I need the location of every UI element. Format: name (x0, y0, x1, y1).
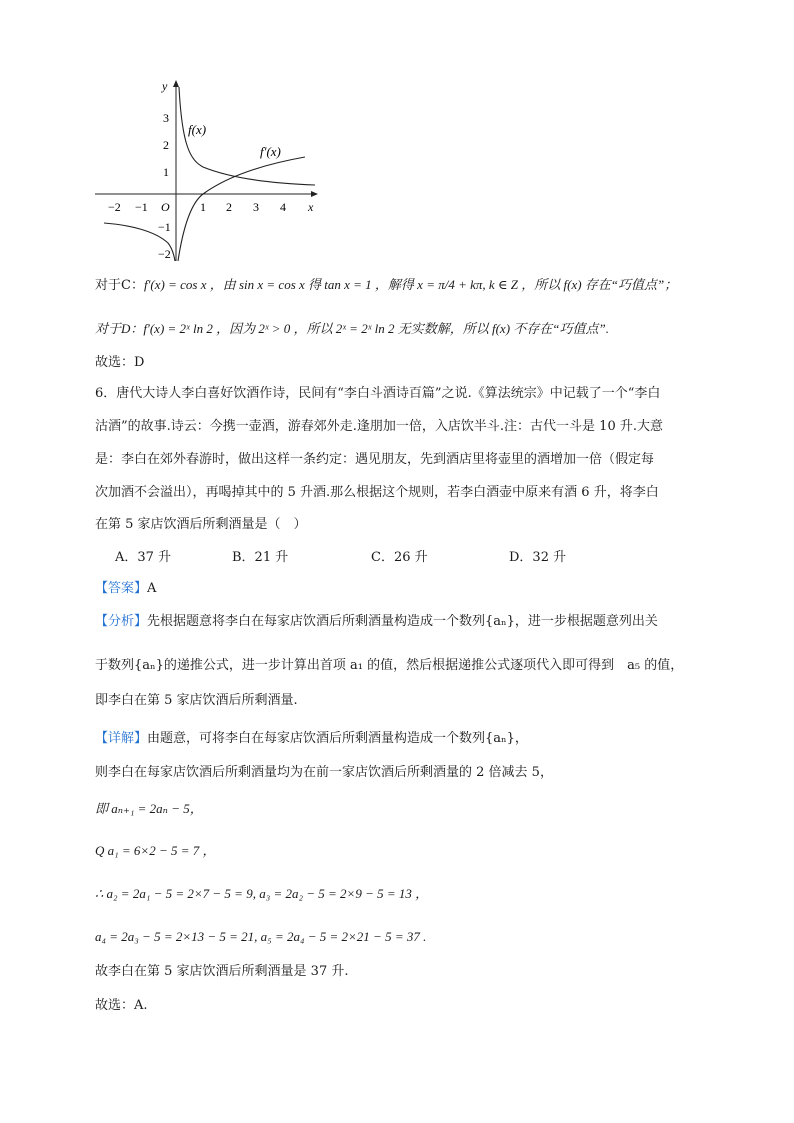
y-tick-neg1: −1 (158, 220, 171, 234)
answer-row (95, 580, 156, 598)
analysis-text-1: 先根据题意将李白在每家店饮酒后所剩酒量构造成一个数列{aₙ}，进一步根据题意列出关 (147, 614, 658, 629)
fprime-curve-label: f′(x) (260, 144, 281, 159)
analysis-tag: 【分析】 (95, 614, 148, 629)
x-tick-4: 4 (280, 200, 286, 214)
y-tick-1: 1 (163, 165, 169, 179)
detail-line-6: a₄ = 2a₃ − 5 = 2×13 − 5 = 21, a₅ = 2a₄ − 5 = 2×21 − 5 = 37 . (95, 929, 427, 944)
question-6-line-3: 是：李白在郊外春游时，做出这样一条约定：遇见朋友，先到酒店里将壶里的酒增加一倍（假定每 (95, 452, 655, 467)
detail-line-5: ∴ a₂ = 2a₁ − 5 = 2×7 − 5 = 9, a₃ = 2a₂ − 5 = 2×9 − 5 = 13 ， (95, 886, 429, 901)
detail-line-2: 则李白在每家店饮酒后所剩酒量均为在前一家店饮酒后所剩酒量的 2 倍减去 5， (95, 765, 553, 780)
question-6-line-4: 次加酒不会溢出），再喝掉其中的 5 升酒.那么根据这个规则，若李白酒壶中原来有酒 6 升，将李白 (95, 485, 659, 500)
y-axis-arrow (173, 80, 179, 87)
answer-value: A (147, 581, 157, 596)
detail-line-7: 故李白在第 5 家店饮酒后所剩酒量是 37 升. (95, 964, 349, 979)
x-tick-1: 1 (200, 200, 206, 214)
detail-line-1 (95, 730, 528, 748)
answer-tag: 【答案】 (95, 581, 148, 596)
analysis-line-2: 于数列{aₙ}的递推公式，进一步计算出首项 a₁ 的值，然后根据递推公式逐项代入即可得到 a₅ 的值， (95, 658, 684, 673)
detail-line-3: 即 aₙ₊₁ = 2aₙ − 5， (95, 801, 203, 816)
question-6-line-5: 在第 5 家店饮酒后所剩酒量是（ ） (95, 517, 307, 532)
option-b: B．21 升 (232, 550, 289, 565)
y-axis-label: y (162, 79, 168, 93)
y-tick-3: 3 (163, 111, 169, 125)
final-answer: 故选：A. (95, 998, 148, 1013)
y-tick-neg2: −2 (158, 247, 171, 261)
detail-line-4: Q a₁ = 6×2 − 5 = 7 ， (95, 843, 216, 858)
x-tick-neg1: −1 (135, 200, 148, 214)
detail-tag: 【详解】 (95, 731, 148, 746)
option-c-prefix: 对于C： (95, 278, 144, 293)
x-axis-arrow (311, 191, 318, 197)
f-curve-label: f(x) (188, 122, 207, 137)
option-c-analysis (95, 276, 677, 295)
analysis-line-3: 即李白在第 5 家店饮酒后所剩酒量. (95, 693, 298, 708)
question-6-line-1: 6．唐代大诗人李白喜好饮酒作诗，民间有“李白斗酒诗百篇”之说.《算法统宗》中记载了一个“李白 (95, 386, 661, 401)
x-axis-label: x (308, 200, 314, 214)
x-tick-neg2: −2 (108, 200, 121, 214)
option-a: A．37 升 (115, 550, 172, 565)
option-d: D．32 升 (509, 550, 567, 565)
x-tick-3: 3 (253, 200, 259, 214)
y-tick-2: 2 (163, 138, 169, 152)
function-graph (90, 75, 330, 265)
detail-text-1: 由题意，可将李白在每家店饮酒后所剩酒量构造成一个数列{aₙ}， (147, 731, 528, 746)
origin-label: O (161, 200, 170, 214)
option-d-analysis: 对于D：f′(x) = 2ˣ ln 2 ，因为 2ˣ > 0 ，所以 2ˣ = 2ˣ ln 2 无实数解，所以 f(x) 不存在“巧值点”. (95, 321, 609, 336)
x-tick-2: 2 (226, 200, 232, 214)
previous-answer: 故选：D (95, 355, 145, 370)
question-6-line-2: 沽酒”的故事.诗云：今携一壶酒，游春郊外走.逢朋加一倍，入店饮半斗.注：古代一斗是 10 升.大意 (95, 419, 663, 434)
option-c-formula: f′(x) = cos x ，由 sin x = cos x 得 tan x = 1 ，解得 x = π/4 + kπ, k ∈ Z ，所以 f(x) 存在“巧值点”； (143, 277, 678, 292)
analysis-line-1 (95, 613, 658, 631)
option-c: C．26 升 (371, 550, 428, 565)
